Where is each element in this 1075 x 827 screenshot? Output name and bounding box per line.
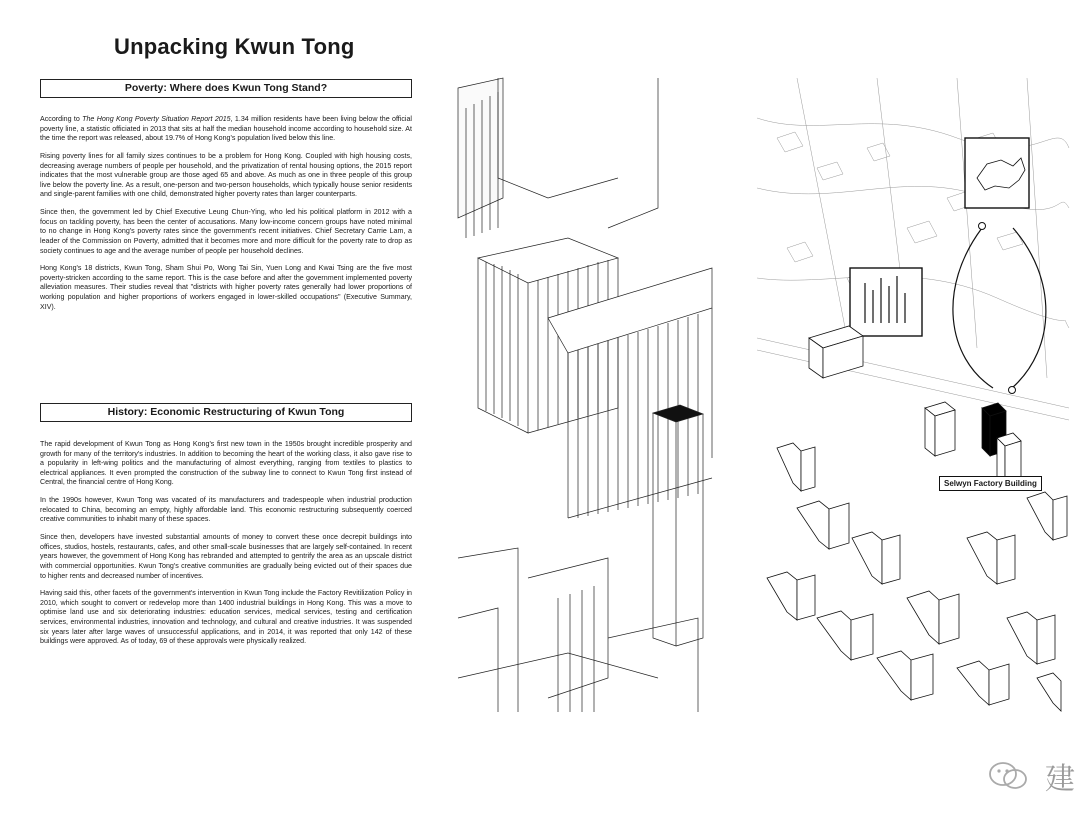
history-text xyxy=(40,440,412,655)
section-heading-history: History: Economic Restructuring of Kwun Tong xyxy=(40,403,412,422)
page-title: Unpacking Kwun Tong xyxy=(114,34,355,59)
poverty-paragraph-1: According to The Hong Kong Poverty Situation Report 2015, 1.34 million residents have been living below the official poverty line, a statistic officiated in 2013 that sits at half the median household income according to household size. At the time the report was released, about 19.7% of Hong Kong's population lived below this line. xyxy=(40,115,412,143)
axonometric-svg xyxy=(458,78,712,712)
watermark-character: 建 xyxy=(1045,762,1075,797)
history-paragraph-1: The rapid development of Kwun Tong as Hong Kong's first new town in the 1950s brought incredible prosperity and growth for many of the territory's industries. In addition to becoming the heart of the working class, it also gave rise to a popularity in left-wing politics and the manufacturing of almost everything, ranging from textiles to plastics to electrical appliances. It even prompted the construction of the subway line to connect to Kwun Tong first instead of Central, the financial centre of Hong Kong. xyxy=(40,440,412,487)
history-paragraph-2: In the 1990s however, Kwun Tong was vacated of its manufacturers and tradespeople when industrial production relocated to China, becoming an empty, highly affordable land. This economic restructuring subsequently coerced creative communities to inhabit many of these spaces. xyxy=(40,496,412,524)
urban-map-drawing xyxy=(757,78,1069,712)
poverty-text xyxy=(40,115,412,320)
poverty-paragraph-2: Rising poverty lines for all family sizes continues to be a problem for Hong Kong. Coupled with high housing costs, decreasing average numbers of people per household, and the privatization of rental housing options, the 2015 report indicates that the most vulnerable group are those aged 65 and above. As much as one in three people of this group live below the poverty line. As a result, one-person and two-person households, which typically house senior residents and single-parent families with one child, demonstrated higher poverty rates than larger counterparts. xyxy=(40,151,412,199)
axonometric-interior-drawing xyxy=(458,78,712,712)
section-heading-poverty: Poverty: Where does Kwun Tong Stand? xyxy=(40,79,412,98)
history-paragraph-3: Since then, developers have invested substantial amounts of money to convert these once decrepit buildings into offices, studios, hostels, restaurants, cafes, and other small-scale businesses that are largely self-contained. In recent years however, the government of Hong Kong has rebranded and attempted to gentrify the area as an upscale district with commercial opportunities. Kwun Tong's creative communities are gradually being evicted out of their spaces due to higher rents and decreased number of incentives. xyxy=(40,533,412,580)
history-paragraph-4: Having said this, other facets of the government's intervention in Kwun Tong include the Factory Revitilization Policy in 2010, which sought to convert or redevelop more than 1400 industrial buildings in Hong Kong. This was a move to optimise land use and six deteriorating industries: education services, medical services, testing and certification services, environmental industries, innovation and technology, and cultural and creative industries. It was suspended six years later after large waves of unsuccessful applications, and in 2014, it was reported that only 142 of these buildings were approved. As of today, 69 of these approvals were physically realized. xyxy=(40,589,412,646)
selwyn-factory-label: Selwyn Factory Building xyxy=(939,476,1042,491)
map-svg xyxy=(757,78,1069,712)
poverty-paragraph-3: Since then, the government led by Chief Executive Leung Chun-Ying, who led his political platform in 2012 with a focus on tackling poverty, has been the center of accusations. Many low-income concern groups have noted minimal to no change in Hong Kong's poverty rates since the government's recent initiatives. Chief Secretary Carrie Lam, a leader of the Commission on Poverty, admitted that it becomes more and more difficult for the poverty rate to drop as society continues to age and the average number of people per household declines. xyxy=(40,208,412,255)
poverty-paragraph-4: Hong Kong's 18 districts, Kwun Tong, Sham Shui Po, Wong Tai Sin, Yuen Long and Kwai Tsing are the five most poverty-stricken according to the same report. This is the case before and after the government implemented poverty alleviation measures. Their studies reveal that "districts with higher poverty rates generally had lower proportions of working population and higher proportions of workers engaged in lower-skilled occupations" (Executive Summary, XIV). xyxy=(40,264,412,311)
